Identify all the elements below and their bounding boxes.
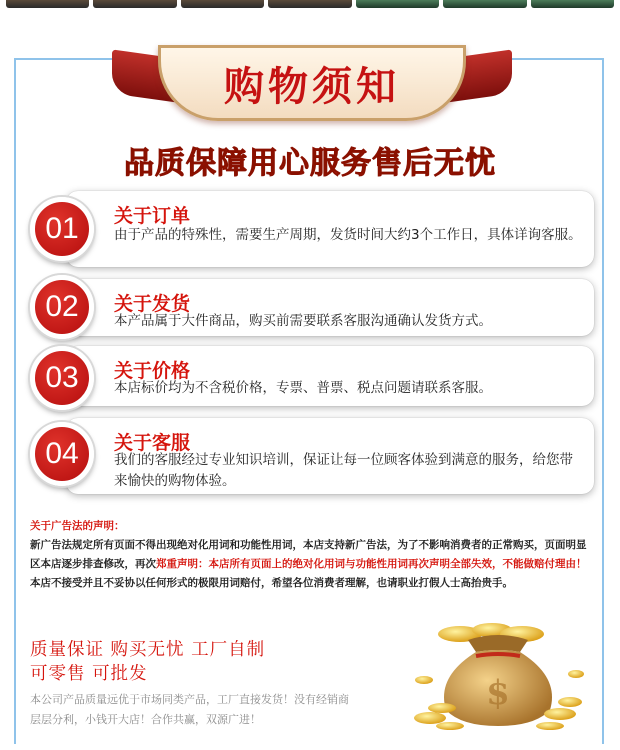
banner-plate — [158, 45, 466, 121]
product-image-strip — [181, 0, 264, 8]
section-card-order — [66, 191, 594, 267]
section-card-shipping — [66, 279, 594, 336]
section-number-badge: 04 — [30, 422, 94, 486]
product-image-strip — [531, 0, 614, 8]
section-body: 本产品属于大件商品，购买前需要联系客服沟通确认发货方式。 — [114, 313, 492, 329]
section-body: 由于产品的特殊性，需要生产周期，发货时间大约3个工作日，具体详询客服。 — [114, 227, 582, 243]
top-product-strip — [0, 0, 620, 8]
company-description-line: 层层分利，小钱开大店！合作共赢，双源广进！ — [30, 713, 261, 726]
product-image-strip — [443, 0, 526, 8]
section-title: 关于价格 — [114, 360, 191, 382]
slogan-quality: 质量保证 购买无忧 工厂自制 — [30, 640, 266, 660]
section-number-badge: 02 — [30, 275, 94, 339]
section-title: 关于订单 — [114, 205, 191, 227]
product-image-strip — [268, 0, 351, 8]
slogan-wholesale: 可零售 可批发 — [30, 664, 148, 684]
svg-text:$: $ — [486, 673, 510, 713]
company-description — [30, 690, 390, 730]
product-image-strip — [93, 0, 176, 8]
ad-law-notice — [30, 517, 596, 593]
section-card-service — [66, 418, 594, 494]
money-bag-icon — [410, 622, 585, 730]
ad-notice-title: 关于广告法的声明： — [30, 520, 125, 532]
ad-notice-paragraph — [30, 536, 596, 574]
section-body: 本店标价均为不含税价格，专票、普票、税点问题请联系客服。 — [114, 380, 492, 396]
product-image-strip — [356, 0, 439, 8]
section-card-price — [66, 346, 594, 406]
section-number-badge: 01 — [30, 197, 94, 261]
notice-banner — [112, 45, 512, 121]
section-body: 我们的客服经过专业知识培训，保证让每一位顾客体验到满意的服务，给您带来愉快的购物体验。 — [114, 452, 573, 489]
ad-notice-paragraph: 本店不接受并且不妥协以任何形式的极限用词赔付，希望各位消费者理解，也请职业打假人士高抬贵手。 — [30, 577, 513, 589]
page-subtitle: 品质保障用心服务售后无忧 — [124, 146, 496, 181]
product-image-strip — [6, 0, 89, 8]
company-description-line: 本公司产品质量远优于市场同类产品，工厂直接发货！没有经销商 — [30, 693, 349, 706]
section-number-badge: 03 — [30, 346, 94, 410]
banner-title: 购物须知 — [224, 62, 400, 110]
ad-notice-declaration: 郑重声明：本店所有页面上的绝对化用词与功能性用词再次声明全部失效，不能做赔付理由！ — [156, 558, 587, 570]
ad-notice-text: 新广告法规定所有页面不得出现绝对化用词和功能性用词，本店支持新广告法，为了不影响消费者的正常购买，页面明显区本店逐步排查修改，再次 — [30, 539, 587, 570]
section-title: 关于客服 — [114, 432, 191, 454]
section-title: 关于发货 — [114, 293, 191, 315]
